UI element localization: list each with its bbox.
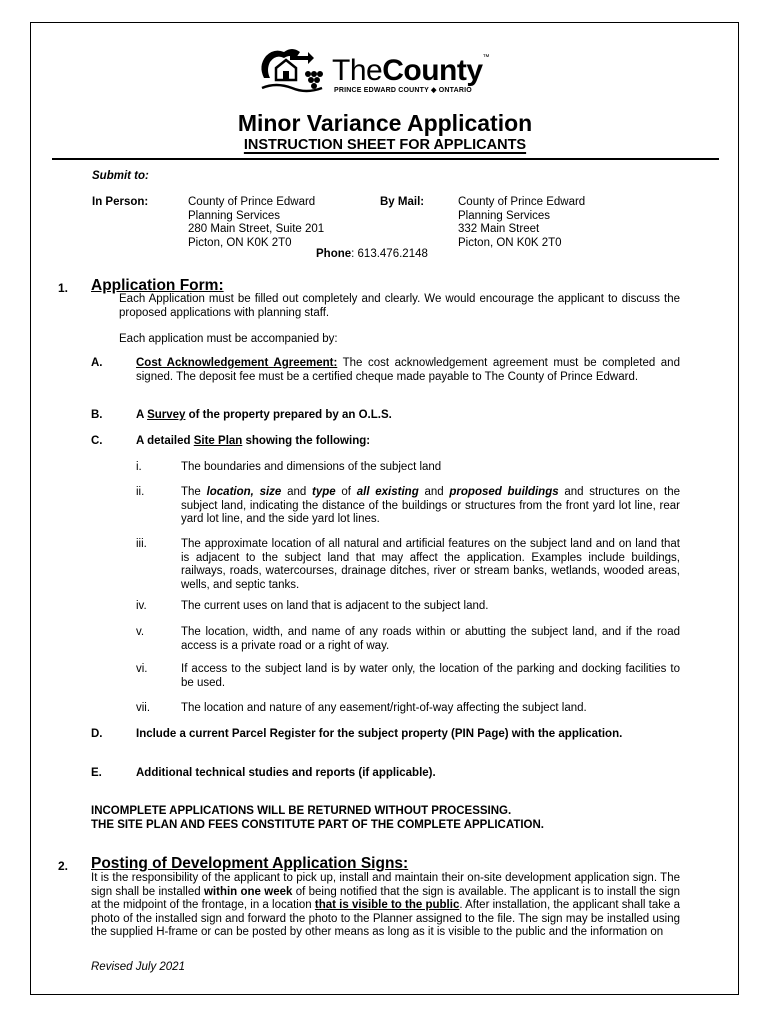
subitem-vi-text: If access to the subject land is by water only, the location of the parking and docking facilities to be used.: [181, 663, 680, 689]
brand-wordmark: TheCounty™: [332, 54, 490, 87]
section-2-body: It is the responsibility of the applicant to pick up, install and maintain their on-site development application sign. The sign shall be installed within one week of being notified that the sign is available. The applicant is to install the sign at the midpoint of the frontage, in a location that is visible to the public. After installation, the applicant shall take a photo of the installed sign and forward the photo to the Planner assigned to the file. The sign may be installed using the supplied H-frame or can be posted by other means as long as it is visible to the public and the information on: [91, 872, 681, 939]
item-d-text: Include a current Parcel Register for the subject property (PIN Page) with the application.: [136, 728, 623, 740]
subitem-i-text: The boundaries and dimensions of the subject land: [181, 461, 442, 473]
item-c-letter: C.: [91, 435, 103, 447]
warning-incomplete: INCOMPLETE APPLICATIONS WILL BE RETURNED WITHOUT PROCESSING.: [91, 805, 512, 817]
phone-line: Phone: 613.476.2148: [316, 248, 428, 260]
section-1-number: 1.: [58, 281, 69, 295]
item-d-letter: D.: [91, 728, 103, 740]
item-c-text: A detailed Site Plan showing the following:: [136, 435, 371, 447]
page-subtitle: INSTRUCTION SHEET FOR APPLICANTS: [243, 137, 527, 153]
in-person-label: In Person:: [92, 196, 149, 208]
section-2-number: 2.: [58, 859, 69, 873]
subitem-ii-text: The location, size and type of all existing and proposed buildings and structures on the subject land, indicating the distance of the buildings or structures from the front yard lot line, rear yard lot line, and the side yard lot lines.: [181, 486, 681, 526]
section-1-heading: Application Form:: [91, 277, 224, 294]
item-a-letter: A.: [91, 357, 103, 369]
section-2-heading: Posting of Development Application Signs:: [91, 855, 409, 872]
section-1-intro: Each Application must be filled out completely and clearly. We would encourage the applicant to discuss the proposed applications with planning staff.: [119, 293, 680, 319]
submit-to-label: Submit to:: [92, 170, 149, 182]
brand-tagline: PRINCE EDWARD COUNTY ◆ ONTARIO: [334, 87, 472, 94]
subitem-iii-text: The approximate location of all natural and artificial features on the subject land and on land that is adjacent to the subject land that may affect the application. Examples include buildings, railways, roads, watercourses, drainage ditches, river or stream banks, wetlands, wooded areas, wells, and septic tanks.: [181, 538, 680, 591]
in-person-address: County of Prince Edward Planning Services 280 Main Street, Suite 201 Picton, ON K0K 2T0: [188, 196, 325, 249]
subitem-iv-num: iv.: [136, 600, 147, 612]
by-mail-label: By Mail:: [380, 196, 425, 208]
item-e-letter: E.: [91, 767, 102, 779]
subitem-v-num: v.: [136, 626, 145, 638]
by-mail-address: County of Prince Edward Planning Services 332 Main Street Picton, ON K0K 2T0: [458, 196, 586, 249]
item-e-text: Additional technical studies and reports (if applicable).: [136, 767, 436, 779]
county-emblem-icon: [256, 44, 328, 96]
subitem-iii-num: iii.: [136, 538, 147, 550]
page-title: Minor Variance Application: [237, 110, 533, 136]
revision-footer: Revised July 2021: [91, 961, 185, 973]
item-a-text: Cost Acknowledgement Agreement: The cost acknowledgement agreement must be completed and signed. The deposit fee must be a certified cheque made payable to The County of Prince Edward.: [136, 357, 680, 383]
county-logo: [256, 44, 526, 96]
subitem-v-text: The location, width, and name of any roads within or abutting the subject land, and if the road access is a private road or a right of way.: [181, 626, 680, 652]
header-rule: [52, 158, 719, 160]
subitem-vii-text: The location and nature of any easement/right-of-way affecting the subject land.: [181, 702, 587, 714]
item-b-text: A Survey of the property prepared by an O.L.S.: [136, 409, 392, 421]
subitem-i-num: i.: [136, 461, 142, 473]
item-b-letter: B.: [91, 409, 103, 421]
subitem-vii-num: vii.: [136, 702, 151, 714]
warning-site-plan: THE SITE PLAN AND FEES CONSTITUTE PART OF THE COMPLETE APPLICATION.: [91, 819, 544, 831]
subitem-ii-num: ii.: [136, 486, 145, 498]
subitem-vi-num: vi.: [136, 663, 148, 675]
section-1-accompanied: Each application must be accompanied by:: [119, 333, 338, 345]
subitem-iv-text: The current uses on land that is adjacent to the subject land.: [181, 600, 489, 612]
